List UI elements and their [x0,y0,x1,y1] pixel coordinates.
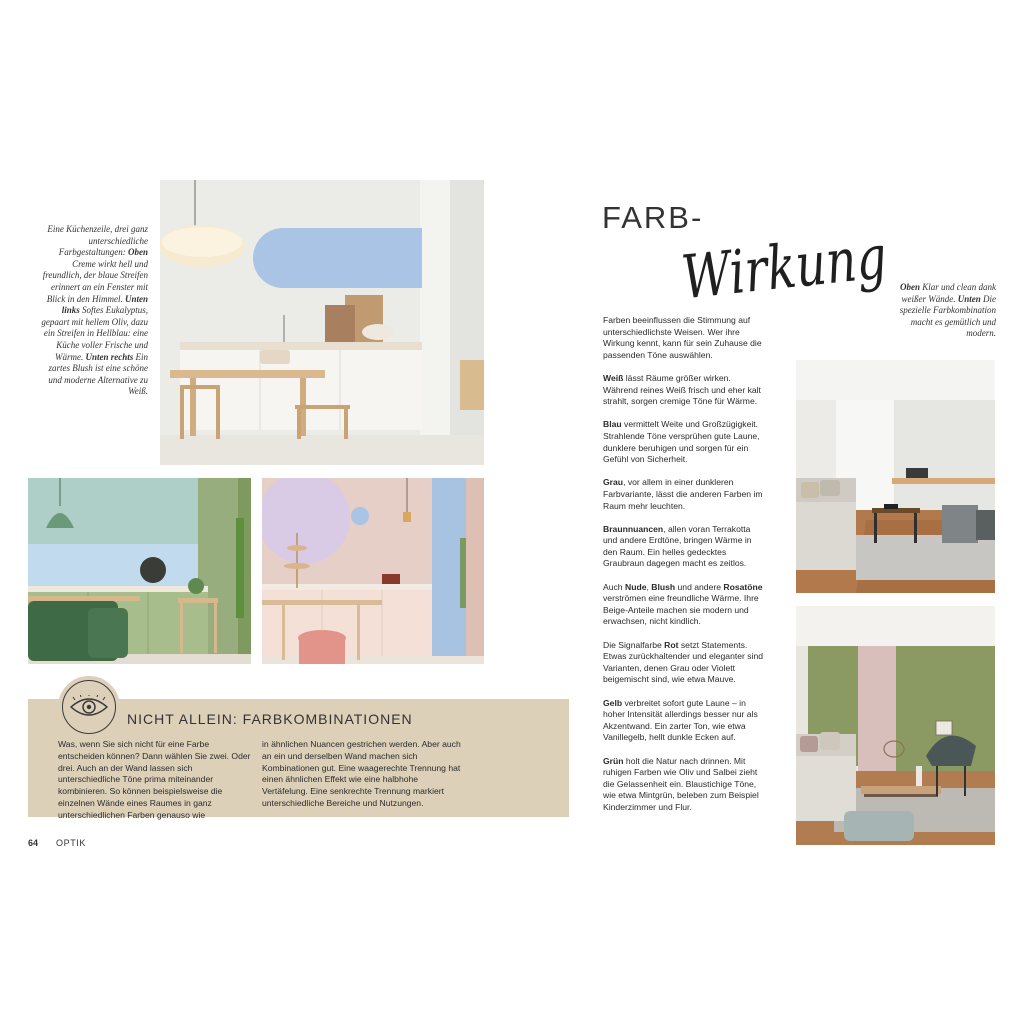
text-nude-and: und andere [677,581,722,592]
photo-livingroom-white [796,360,995,593]
text-rot: setzt Statements. Etwas zurückhaltender und eleganter sind Varianten, denen Grau oder Violett beigemischt sind, wie etwa Mauve. [603,639,764,685]
term-grau: Grau [603,477,624,488]
box-heading: NICHT ALLEIN: FARBKOMBINATIONEN [127,711,413,727]
caption-text-bottom-left: Softes Eukalyptus, gepaart mit hellem Oliv, dazu ein Streifen in Hellblau: eine Küche voller Frische und Wärme. [41,305,148,362]
text-nude: verströmen eine freundliche Wärme. Ihre Beige-Anteile machen sie modern und erwachsen, nicht kindlich. [603,593,759,627]
caption-right-label-top: Oben [900,282,920,292]
body-paragraph-weiss [603,373,765,408]
body-intro: Farben beeinflussen die Stimmung auf unterschiedlichste Weisen. Wer ihre Wirkung kennt, kann für sein Zuhause die passenden Töne auswählen. [603,315,762,360]
term-blau: Blau [603,419,622,430]
term-nude: Nude [624,581,647,592]
term-rot: Rot [664,639,679,650]
text-gruen: holt die Natur nach drinnen. Mit ruhigen Farben wie Oliv und Salbei zieht die Gelassenheit ein. Blaustichige Töne, wie etwa Mintgrün, beleben zum Beispiel Kinderzimmer und Flur. [603,755,759,812]
text-nude-comma: , [646,581,649,592]
text-nude-pre: Auch [603,581,623,592]
box-column-2: in ähnlichen Nuancen gestrichen werden. Aber auch an ein und derselben Wand machen sich Kombinationen gut. Eine waagerechte Trennung hat einen ähnlichen Effekt wie eine halbhohe Vertäfelung. Eine senkrechte Trennung markiert unterschiedliche Bereiche und Nutzungen. [262,739,461,808]
eye-icon [62,680,116,734]
text-weiss: lässt Räume größer wirken. Während reines Weiß frisch und eher kalt strahlt, sorgen cremige Töne für Wärme. [603,372,761,407]
body-paragraph-gruen [603,756,765,814]
page-number: 64 [28,838,39,848]
term-gelb: Gelb [603,697,623,708]
caption-label-bottom-right: Unten rechts [85,351,134,362]
title-prefix: FARB- [602,200,704,235]
body-paragraph-nude [603,582,765,628]
photo-kitchen-blush [262,478,484,664]
body-paragraph-rot [603,640,765,686]
term-rosa: Rosatöne [723,581,763,592]
caption-text-top: Creme wirkt hell und freundlich, der blaue Streifen erinnert an ein Fenster mit Blick in den Himmel. [42,258,148,304]
body-paragraph-grau [603,477,765,512]
term-weiss: Weiß [603,372,624,383]
caption-intro: Eine Küchenzeile, drei ganz unterschiedliche Farbgestaltungen: [47,224,148,258]
body-text [603,315,765,825]
term-blush: Blush [651,581,676,592]
caption-right-text-top: Klar und clean dank weißer Wände. [901,282,996,304]
body-paragraph-blau [603,419,765,465]
photo-kitchen-cream [160,180,484,465]
box-column-1: Was, wenn Sie sich nicht für eine Farbe entscheiden können? Dann wählen Sie zwei. Oder drei. Auch an der Wand lassen sich unterschiedliche Töne prima miteinander kombinieren. So können beispielsweise die einzelnen Wände eines Raumes in ganz unterschiedlichen Farben genauso wie [58,739,251,820]
caption-label-top: Oben [128,247,148,258]
term-gruen: Grün [603,755,624,766]
caption-label-bottom-left: Unten links [61,293,148,316]
term-braun: Braunnuancen [603,523,664,534]
caption-left [40,224,148,398]
caption-right [890,282,996,340]
text-gelb: verbreitet sofort gute Laune – in hoher Intensität allerdings besser nur als Akzentwand. Ein zarter Ton, wie etwa Vanillegelb, hellt dunkle Ecken auf. [603,697,758,743]
photo-livingroom-olive [796,606,995,845]
photo-kitchen-sage [28,478,251,664]
title-script-text: Wirkung [682,216,894,314]
caption-right-label-bottom: Unten [957,293,981,304]
text-braun: , allen voran Terrakotta und andere Erdtöne, bringen Wärme in den Raum. Ein helles gedecktes Graubraun dagegen macht es zeitlos. [603,523,752,569]
section-label: OPTIK [56,838,87,848]
text-blau: vermittelt Weite und Großzügigkeit. Strahlende Töne versprühen gute Laune, dunklere beruhigen und sorgen für ein Gefühl von Sicherheit. [603,419,760,465]
body-paragraph-braun [603,524,765,570]
text-grau: , vor allem in einer dunkleren Farbvariante, lässt die anderen Farben im Raum mehr leuchten. [603,477,763,511]
text-rot-pre: Die Signalfarbe [603,639,662,650]
caption-right-text-bottom: Die spezielle Farbkombination macht es gemütlich und modern. [899,293,996,339]
caption-text-bottom-right: Ein zartes Blush ist eine schöne und moderne Alternative zu Weiß. [48,351,148,397]
body-paragraph-gelb [603,698,765,744]
